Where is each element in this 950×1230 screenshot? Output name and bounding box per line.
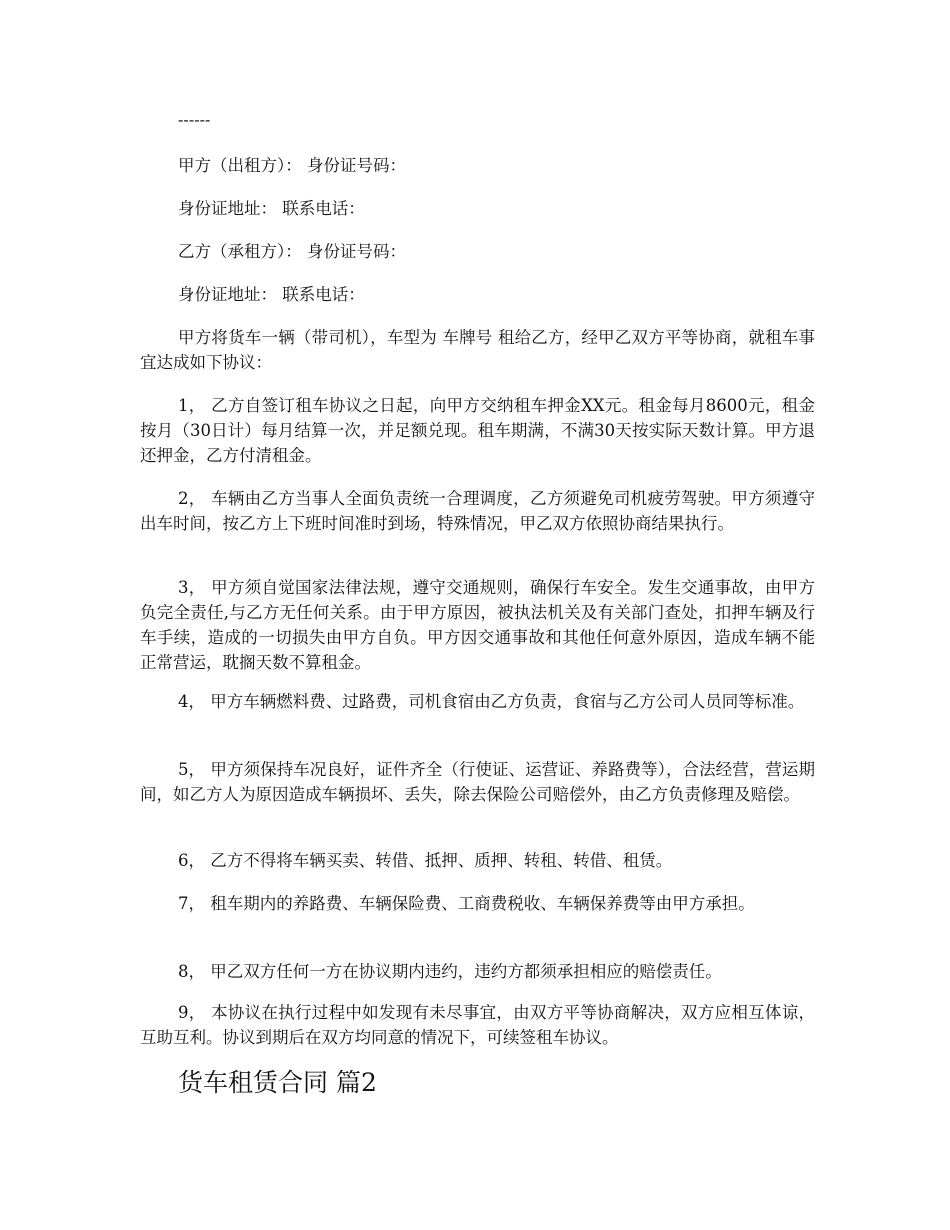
clause-3: 3， 甲方须自觉国家法律法规，遵守交通规则，确保行车安全。发生交通事故，由甲方负完全责任,与乙方无任何关系。由于甲方原因，被执法机关及有关部门查处，扣押车辆及行车手续，造成的一切损失由甲方自负。甲方因交通事故和其他任何意外原因，造成车辆不能正常营运，耽搁天数不算租金。 (140, 578, 815, 672)
clause-8: 8， 甲乙双方任何一方在协议期内违约，违约方都须承担相应的赔偿责任。 (178, 962, 722, 981)
separator-line: ------ (178, 110, 211, 129)
clause-9: 9， 本协议在执行过程中如发现有未尽事宜，由双方平等协商解决，双方应相互体谅，互助互利。协议到期后在双方均同意的情况下，可续签租车协议。 (140, 1003, 815, 1047)
clause-6: 6， 乙方不得将车辆买卖、转借、抵押、质押、转租、转借、租赁。 (178, 851, 673, 870)
clause-1: 1， 乙方自签订租车协议之日起，向甲方交纳租车押金XX元。租金每月8600元，租金按月（30日计）每月结算一次，并足额兑现。租车期满，不满30天按实际天数计算。甲方退还押金，乙方付清租金。 (140, 396, 815, 465)
party-b-address-line: 身份证地址： 联系电话： (178, 285, 365, 304)
section-heading: 货车租赁合同 篇2 (178, 1068, 377, 1097)
party-b-line: 乙方（承租方）： 身份证号码： (178, 242, 406, 261)
clause-2: 2， 车辆由乙方当事人全面负责统一合理调度，乙方须避免司机疲劳驾驶。甲方须遵守出车时间，按乙方上下班时间准时到场，特殊情况，甲乙双方依照协商结果执行。 (140, 489, 815, 533)
party-a-line: 甲方（出租方）： 身份证号码： (178, 156, 406, 175)
clause-7: 7， 租车期内的养路费、车辆保险费、工商费税收、车辆保养费等由甲方承担。 (178, 894, 755, 913)
party-a-address-line: 身份证地址： 联系电话： (178, 199, 365, 218)
clause-4: 4， 甲方车辆燃料费、过路费，司机食宿由乙方负责，食宿与乙方公司人员同等标准。 (178, 692, 805, 711)
clause-5: 5， 甲方须保持车况良好，证件齐全（行使证、运营证、养路费等），合法经营，营运期间，如乙方人为原因造成车辆损坏、丢失，除去保险公司赔偿外，由乙方负责修理及赔偿。 (140, 760, 815, 804)
intro-paragraph: 甲方将货车一辆（带司机），车型为 车牌号 租给乙方，经甲乙双方平等协商，就租车事宜达成如下协议： (140, 328, 815, 372)
